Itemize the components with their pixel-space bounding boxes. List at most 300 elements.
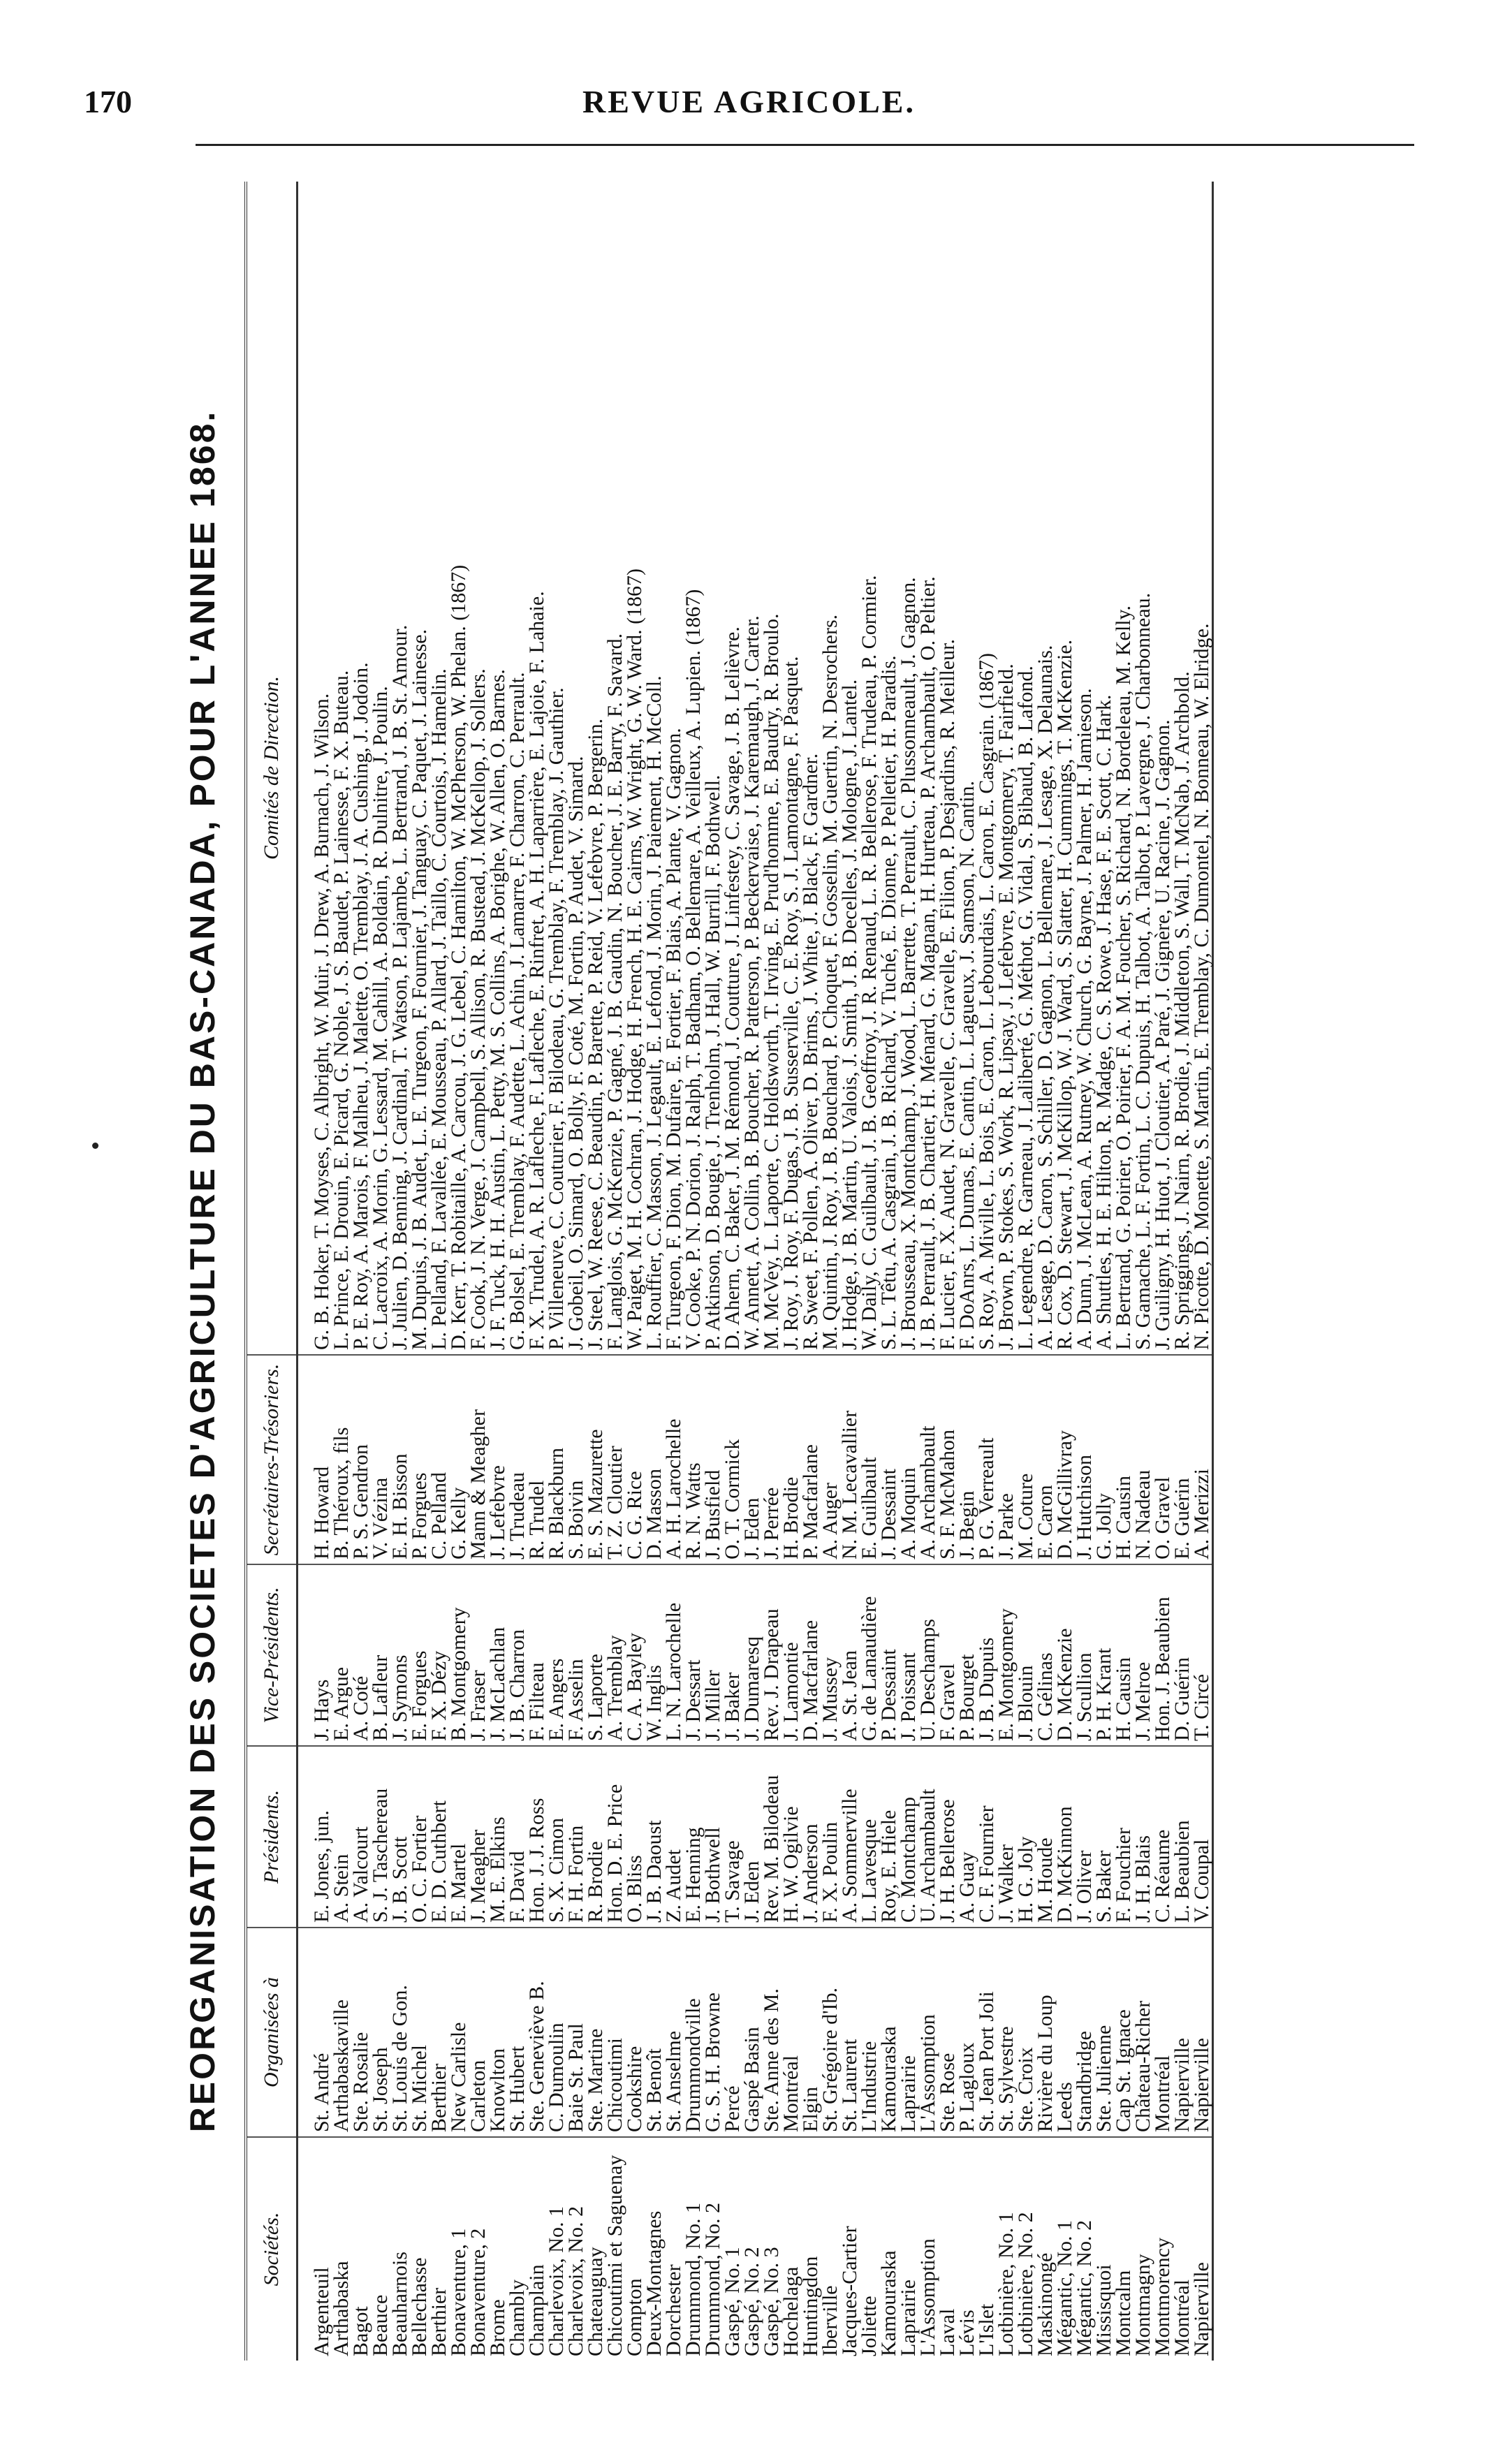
societies-table <box>244 182 1214 2361</box>
cell-vice-president: C. A. Bayley <box>625 1564 645 1746</box>
cell-secretaire: R. N. Watts <box>684 1355 703 1564</box>
table-row <box>801 182 821 2361</box>
cell-president: U. Archambault <box>918 1746 938 1928</box>
cell-president: J. Bothwell <box>703 1746 723 1928</box>
cell-secretaire: P. Forgues <box>410 1355 430 1564</box>
cell-vice-president: J. B. Charron <box>508 1564 527 1746</box>
cell-vice-president: A. Tremblay <box>605 1564 625 1746</box>
cell-president: A. Guay <box>957 1746 977 1928</box>
cell-secretaire: N. Nadeau <box>1133 1355 1153 1564</box>
cell-president: L. Lavesque <box>860 1746 879 1928</box>
cell-organisee: Montréal <box>1153 1928 1173 2137</box>
cell-comite: F. X. Trudel, A. R. Lafleche, F. Lafleche, E. Rinfret, A. H. Laparrière, E. Lajoie, F. Lahaie. <box>527 182 547 1355</box>
cell-president: L. Beaubien <box>1173 1746 1192 1928</box>
cell-vice-president: A. Coté <box>351 1564 371 1746</box>
cell-president: C. Montchamp <box>899 1746 918 1928</box>
cell-comite: W. Paiget, M. H. Cochran, J. Hodge, H. French, H. E. Cairns, W. Wright, G. W. Ward. (1867) <box>625 182 645 1355</box>
table-row <box>821 182 840 2361</box>
cell-societe: Lévis <box>955 2310 978 2356</box>
cell-organisee: Elgin <box>801 1928 821 2137</box>
cell-secretaire: J. Lefebvre <box>488 1355 508 1564</box>
cell-secretaire: E. Guilbault <box>860 1355 879 1564</box>
cell-vice-president: Rev. J. Drapeau <box>762 1564 781 1746</box>
cell-comite: R. Sweet, F. Pollen, A. Oliver, D. Brims, J. White, J. Black, F. Gardner. <box>801 182 821 1355</box>
cell-organisee: L'Assomption <box>918 1928 938 2137</box>
cell-organisee: Ste. Julienne <box>1094 1928 1114 2137</box>
cell-comite: W. Annett, A. Collin, B. Boucher, R. Patterson, P. Beckervaise, J. Karemaugh, J. Carter. <box>742 182 762 1355</box>
cell-vice-president: W. Inglis <box>645 1564 664 1746</box>
cell-secretaire: A. Auger <box>821 1355 840 1564</box>
table-row <box>351 182 371 2361</box>
cell-organisee: Rivière du Loup <box>1036 1928 1055 2137</box>
cell-organisee: Baie St. Paul <box>566 1928 586 2137</box>
cell-vice-president: J. McLachlan <box>488 1564 508 1746</box>
cell-vice-president: F. Gravel <box>938 1564 957 1746</box>
table-row <box>312 182 332 2361</box>
cell-vice-president: E. Angers <box>547 1564 566 1746</box>
table-row <box>371 182 390 2361</box>
table-row <box>449 182 469 2361</box>
cell-secretaire: T. Z. Cloutier <box>605 1355 625 1564</box>
cell-comite: D. Kerr, T. Robitaille, A. Carcou, J. G. Lebel, C. Hamilton, W. McPherson, W. Phelan. (1867) <box>449 182 469 1355</box>
cell-president: C. Réaume <box>1153 1746 1173 1928</box>
table-row <box>566 182 586 2361</box>
table-row <box>703 182 723 2361</box>
table-row <box>547 182 566 2361</box>
cell-comite: C. Lacroix, A. Morin, G. Lessard, M. Cahill, A. Boldain, R. Dulnitre, J. Poulin. <box>371 182 390 1355</box>
cell-comite: F. Lucier, F. X. Audet, N. Gravelle, C. Gravelle, E. Filion, P. Desjardins, R. Meilleur. <box>938 182 957 1355</box>
cell-vice-president: T. Circé <box>1192 1564 1213 1746</box>
cell-societe: Jacques-Cartier <box>838 2226 861 2356</box>
cell-comite: J. Brousseau, X. Montchamp, J. Wood, L. Barrette, T. Perrault, C. Plussonneault, J. Gagnon. <box>899 182 918 1355</box>
table-row <box>625 182 645 2361</box>
cell-organisee: Chicoutimi <box>605 1928 625 2137</box>
cell-societe: Maskinongé <box>1034 2252 1057 2356</box>
cell-president: M. E. Elkins <box>488 1746 508 1928</box>
table-body <box>298 182 1213 2361</box>
cell-comite: F. Turgeon, F. Dion, M. Dufaire, E. Fortier, F. Blais, A. Plante, V. Gagnon. <box>664 182 684 1355</box>
cell-societe: Compton <box>623 2278 646 2356</box>
rotated-table-panel <box>175 182 1390 2361</box>
table-row <box>762 182 781 2361</box>
cell-societe: Drummond, No. 2 <box>701 2203 724 2356</box>
cell-president: F. H. Fortin <box>566 1746 586 1928</box>
cell-vice-president: B. Lafleur <box>371 1564 390 1746</box>
cell-president: A. Valcourt <box>351 1746 371 1928</box>
cell-secretaire: P. Macfarlane <box>801 1355 821 1564</box>
cell-societe: Lotbinière, No. 1 <box>994 2212 1018 2356</box>
cell-organisee: Cap St. Ignace <box>1114 1928 1133 2137</box>
cell-societe: Argenteuil <box>310 2267 333 2356</box>
table-row <box>1192 182 1213 2361</box>
cell-organisee: Ste. Rosalie <box>351 1928 371 2137</box>
cell-societe: Bonaventure, 1 <box>447 2228 470 2356</box>
cell-comite: L. Legendre, R. Garneau, J. Laliberté, G. Méthot, G. Vidal, S. Bibaud, B. Lafond. <box>1016 182 1036 1355</box>
table-row <box>1036 182 1055 2361</box>
cell-societe: Bellechasse <box>408 2257 431 2356</box>
cell-societe: Laval <box>936 2308 959 2356</box>
cell-president: J. Eden <box>742 1746 762 1928</box>
cell-president: Z. Audet <box>664 1746 684 1928</box>
cell-societe: Huntingdon <box>799 2256 822 2356</box>
cell-comite: V. Cooke, P. N. Dorion, J. Ralph, T. Badham, O. Bellemare, A. Veilleux, A. Lupien. (1867) <box>684 182 703 1355</box>
cell-vice-president: S. Laporte <box>586 1564 605 1746</box>
cell-comite: S. Gamache, L. F. Fortin, L. C. Dupuis, H. Talbot, A. Talbot, P. Lavergne, J. Charbonneau. <box>1133 182 1153 1355</box>
header-presidents: Présidents. <box>246 1746 298 1928</box>
cell-vice-president: B. Montgomery <box>449 1564 469 1746</box>
cell-societe: Brome <box>486 2299 509 2356</box>
cell-vice-president: J. Fraser <box>469 1564 488 1746</box>
cell-vice-president: J. Melroe <box>1133 1564 1153 1746</box>
cell-societe: Mégantic, No. 1 <box>1053 2220 1076 2356</box>
cell-president: A. Sommerville <box>840 1746 860 1928</box>
cell-secretaire: D. McGillivray <box>1055 1355 1075 1564</box>
cell-vice-president: E. Argue <box>332 1564 351 1746</box>
cell-societe: Drummond, No. 1 <box>682 2203 705 2356</box>
cell-secretaire: D. Masson <box>645 1355 664 1564</box>
cell-vice-president: A. St. Jean <box>840 1564 860 1746</box>
cell-societe: Beauce <box>369 2294 392 2356</box>
cell-secretaire: J. Trudeau <box>508 1355 527 1564</box>
cell-organisee: Knowlton <box>488 1928 508 2137</box>
cell-vice-president: J. Blouin <box>1016 1564 1036 1746</box>
cell-societe: Missisquoi <box>1092 2264 1115 2356</box>
table-title: REORGANISATION DES SOCIETES D'AGRICULTURE DU BAS-CANADA, POUR L'ANNEE 1868. <box>183 409 222 2133</box>
table-row <box>957 182 977 2361</box>
cell-comite: P. Atkinson, D. Bougie, J. Trenholm, J. Hall, W. Burrill, F. Bothwell. <box>703 182 723 1355</box>
cell-president: J. Oliver <box>1075 1746 1094 1928</box>
cell-organisee: C. Dumoulin <box>547 1928 566 2137</box>
cell-secretaire: O. T. Cormick <box>723 1355 742 1564</box>
running-head <box>84 77 1414 126</box>
table-row <box>605 182 625 2361</box>
cell-societe: Beauharnois <box>388 2252 411 2356</box>
cell-president: S. X. Cimon <box>547 1746 566 1928</box>
cell-societe: Joliette <box>858 2296 881 2356</box>
cell-societe: Champlain <box>525 2264 548 2356</box>
table-row <box>664 182 684 2361</box>
cell-president: Hon. D. E. Price <box>605 1746 625 1928</box>
table-row <box>1055 182 1075 2361</box>
cell-organisee: Ste. Martine <box>586 1928 605 2137</box>
table-row <box>840 182 860 2361</box>
cell-societe: Montréal <box>1170 2280 1194 2356</box>
cell-secretaire: J. Perrée <box>762 1355 781 1564</box>
cell-president: Roy, E. Hiele <box>879 1746 899 1928</box>
cell-societe: Mégantic, No. 2 <box>1073 2220 1096 2356</box>
cell-president: H. W. Ogilvie <box>781 1746 801 1928</box>
header-vice-presidents: Vice-Présidents. <box>246 1564 298 1746</box>
table-row <box>469 182 488 2361</box>
cell-secretaire: J. Busfield <box>703 1355 723 1564</box>
cell-societe: Hochelaga <box>779 2266 802 2356</box>
cell-organisee: Berthier <box>430 1928 449 2137</box>
table-row <box>508 182 527 2361</box>
cell-societe: Kamouraska <box>877 2250 900 2356</box>
cell-comite: D. Ahern, C. Baker, J. M. Rémond, J. Coutture, J. Linfestey, C. Savage, J. B. Lelièvre. <box>723 182 742 1355</box>
cell-comite: W. Daily, C. Guilbault, J. B. Geoffroy, J. R. Renaud, L. R. Bellerose, F. Trudeau, P. Cormier. <box>860 182 879 1355</box>
cell-president: O. C. Fortier <box>410 1746 430 1928</box>
table-row <box>781 182 801 2361</box>
cell-organisee: Drummondville <box>684 1928 703 2137</box>
cell-comite: F. Cook, J. N. Verge, J. Campbell, S. Allison, R. Bustead, J. McKellop, J. Sollers. <box>469 182 488 1355</box>
cell-vice-president: J. Scullion <box>1075 1564 1094 1746</box>
cell-secretaire: C. G. Rice <box>625 1355 645 1564</box>
cell-societe: Chambly <box>506 2280 529 2356</box>
cell-secretaire: J. Eden <box>742 1355 762 1564</box>
cell-secretaire: J. Begin <box>957 1355 977 1564</box>
cell-vice-president: G. de Lanaudière <box>860 1564 879 1746</box>
cell-comite: A. Lesage, D. Caron, S. Schiller, D. Gagnon, L. Bellemare, J. Lesage, X. Delaunais. <box>1036 182 1055 1355</box>
cell-vice-president: J. Symons <box>390 1564 410 1746</box>
cell-president: T. Savage <box>723 1746 742 1928</box>
cell-president: J. H. Bellerose <box>938 1746 957 1928</box>
table-row <box>860 182 879 2361</box>
cell-vice-president: J. Hays <box>312 1564 332 1746</box>
table-row <box>918 182 938 2361</box>
cell-societe: Charlevoix, No. 1 <box>545 2206 568 2356</box>
cell-organisee: Ste. Rose <box>938 1928 957 2137</box>
cell-comite: J. B. Perrault, J. B. Chartier, H. Ménard, G. Magnan, H. Hurteau, P. Archambault, O. Peltier. <box>918 182 938 1355</box>
journal-title: REVUE AGRICOLE. <box>582 83 916 119</box>
cell-secretaire: A. Merizzi <box>1192 1355 1213 1564</box>
cell-comite: J. Hodge, J. B. Martin, U. Valois, J. Smith, J. B. Decelles, J. Mologne, J. Lantel. <box>840 182 860 1355</box>
cell-secretaire: P. S. Gendron <box>351 1355 371 1564</box>
cell-organisee: Château-Richer <box>1133 1928 1153 2137</box>
cell-vice-president: Hon. J. Beaubien <box>1153 1564 1173 1746</box>
cell-secretaire: A. H. Larochelle <box>664 1355 684 1564</box>
cell-organisee: Kamouraska <box>879 1928 899 2137</box>
cell-president: E. Martel <box>449 1746 469 1928</box>
cell-president: J. B. Daoust <box>645 1746 664 1928</box>
cell-president: Rev. M. Bilodeau <box>762 1746 781 1928</box>
table-row <box>430 182 449 2361</box>
cell-president: M. Houde <box>1036 1746 1055 1928</box>
cell-societe: Montmorency <box>1151 2238 1174 2356</box>
cell-vice-president: J. Dessart <box>684 1564 703 1746</box>
cell-vice-president: P. Bourget <box>957 1564 977 1746</box>
header-rule <box>196 144 1414 146</box>
cell-comite: A. Dunn, J. McLean, A. Rutney, W. Church, G. Bayne, J. Palmer, H. Jamieson. <box>1075 182 1094 1355</box>
header-comites: Comités de Direction. <box>246 182 298 1355</box>
cell-secretaire: A. Moquin <box>899 1355 918 1564</box>
cell-secretaire: B. Théroux, fils <box>332 1355 351 1564</box>
header-organisees: Organisées à <box>246 1928 298 2137</box>
cell-secretaire: J. Parke <box>997 1355 1016 1564</box>
cell-secretaire: J. Hutchison <box>1075 1355 1094 1564</box>
cell-comite: S. Roy, A. Miville, L. Bois, E. Caron, L. Lebourdais, L. Caron, E. Casgrain. (1867) <box>977 182 997 1355</box>
cell-comite: L. Pelland, F. Lavallée, E. Mousseau, P. Allard, J. Taillo, C. Courtois, J. Hamelin. <box>430 182 449 1355</box>
cell-organisee: St. Anselme <box>664 1928 684 2137</box>
cell-secretaire: Mann & Meagher <box>469 1355 488 1564</box>
cell-societe: Iberville <box>819 2285 842 2356</box>
cell-president: A. Stein <box>332 1746 351 1928</box>
cell-comite: P. E. Roy, A. Marois, F. Malheu, J. Malette, O. Tremblay, J. A. Cushing, J. Jodoin. <box>351 182 371 1355</box>
table-row <box>1075 182 1094 2361</box>
cell-secretaire: N. M. Lecavallier <box>840 1355 860 1564</box>
cell-president: J. B. Scott <box>390 1746 410 1928</box>
table-row <box>742 182 762 2361</box>
cell-comite: G. Bolsel, E. Tremblay, F. Audette, L. Achin, J. Lamarre, F. Charron, C. Perrault. <box>508 182 527 1355</box>
cell-comite: M. Dupuis, J. B. Audet, L. E. Turgeon, F. Fournier, J. Tanguay, C. Paquet, J. Lainesse. <box>410 182 430 1355</box>
cell-president: F. Fouchier <box>1114 1746 1133 1928</box>
cell-organisee: St. Hubert <box>508 1928 527 2137</box>
cell-organisee: St. Laurent <box>840 1928 860 2137</box>
cell-organisee: Standbridge <box>1075 1928 1094 2137</box>
table-row <box>1016 182 1036 2361</box>
table-row <box>997 182 1016 2361</box>
cell-societe: L'Islet <box>975 2303 998 2356</box>
cell-vice-president: J. Baker <box>723 1564 742 1746</box>
table-row <box>390 182 410 2361</box>
cell-organisee: Arthabaskaville <box>332 1928 351 2137</box>
cell-comite: F. Langlois, G. McKenzie, P. Gagné, J. B. Gaudin, N. Boucher, J. E. Barry, F. Savard. <box>605 182 625 1355</box>
table-header-row <box>246 182 298 2361</box>
cell-secretaire: P. G. Verreault <box>977 1355 997 1564</box>
cell-president: J. Walker <box>997 1746 1016 1928</box>
cell-vice-president: P. Dessaint <box>879 1564 899 1746</box>
cell-vice-president: L. N. Larochelle <box>664 1564 684 1746</box>
cell-secretaire: R. Trudel <box>527 1355 547 1564</box>
table-row <box>1114 182 1133 2361</box>
table-row <box>879 182 899 2361</box>
cell-comite: J. Roy, J. Roy, F. Dugas, J. B. Susserville, C. E. Roy, S. J. Lamontagne, F. Pasquet. <box>781 182 801 1355</box>
margin-dot <box>92 1143 98 1149</box>
cell-vice-president: C. Gélinas <box>1036 1564 1055 1746</box>
cell-organisee: St. Michel <box>410 1928 430 2137</box>
cell-secretaire: H. Causin <box>1114 1355 1133 1564</box>
cell-comite: R. Spriggings, J. Nairn, R. Brodie, J. Middleton, S. Wall, T. McNab, J. Archbold. <box>1173 182 1192 1355</box>
cell-president: E. Jones, jun. <box>312 1746 332 1928</box>
cell-secretaire: E. H. Bisson <box>390 1355 410 1564</box>
cell-organisee: P. Lagloux <box>957 1928 977 2137</box>
cell-organisee: St. Benoît <box>645 1928 664 2137</box>
cell-organisee: St. André <box>312 1928 332 2137</box>
cell-societe: Gaspé, No. 2 <box>740 2247 763 2356</box>
table-row <box>684 182 703 2361</box>
cell-societe: Deux-Montagnes <box>643 2210 666 2356</box>
cell-organisee: St. Louis de Gon. <box>390 1928 410 2137</box>
cell-vice-president: J. B. Dupuis <box>977 1564 997 1746</box>
cell-vice-president: U. Deschamps <box>918 1564 938 1746</box>
cell-president: E. D. Cuthbert <box>430 1746 449 1928</box>
cell-comite: P. Villeneuve, C. Couturier, F. Bilodeau, G. Tremblay, F. Tremblay, J. Gauthier. <box>547 182 566 1355</box>
table-row <box>645 182 664 2361</box>
cell-vice-president: P. H. Krant <box>1094 1564 1114 1746</box>
cell-societe: Lotbinière, No. 2 <box>1014 2212 1037 2356</box>
table-row <box>1153 182 1173 2361</box>
cell-vice-president: E. Forgues <box>410 1564 430 1746</box>
cell-vice-president: D. Macfarlane <box>801 1564 821 1746</box>
table-row <box>488 182 508 2361</box>
cell-organisee: Ste. Anne des M. <box>762 1928 781 2137</box>
cell-organisee: Gaspé Basin <box>742 1928 762 2137</box>
cell-comite: J. F. Tuck, H. H. Austin, L. Petty, M. S. Collins, A. Borighe, W. Allen, O. Barnes. <box>488 182 508 1355</box>
cell-organisee: Cookshire <box>625 1928 645 2137</box>
cell-vice-president: H. Causin <box>1114 1564 1133 1746</box>
cell-president: S. Baker <box>1094 1746 1114 1928</box>
cell-organisee: Napierville <box>1173 1928 1192 2137</box>
cell-societe: Montcalm <box>1112 2270 1135 2356</box>
table-row <box>723 182 742 2361</box>
cell-societe: Laprairie <box>897 2280 920 2356</box>
cell-secretaire: E. Caron <box>1036 1355 1055 1564</box>
cell-organisee: Montréal <box>781 1928 801 2137</box>
cell-president: C. F. Fournier <box>977 1746 997 1928</box>
cell-societe: Chicoutimi et Saguenay <box>603 2155 626 2356</box>
cell-comite: M. Quintin, J. Roy, J. B. Bouchard, P. Choquet, F. Gosselin, M. Guertin, N. Desrochers. <box>821 182 840 1355</box>
cell-president: O. Bliss <box>625 1746 645 1928</box>
table-row <box>899 182 918 2361</box>
cell-societe: Dorchester <box>662 2264 685 2356</box>
cell-president: F. X. Poulin <box>821 1746 840 1928</box>
cell-comite: R. Cox, D. Stewart, J. McKillop, W. J. Ward, S. Slatter, H. Cummings, T. McKenzie. <box>1055 182 1075 1355</box>
cell-societe: Gaspé, No. 1 <box>721 2247 744 2356</box>
cell-organisee: St. Jean Port Joli <box>977 1928 997 2137</box>
cell-secretaire: C. Pelland <box>430 1355 449 1564</box>
cell-comite: A. Shuttles, H. E. Hilton, R. Madge, C. S. Rowe, J. Hase, F. E. Scott, C. Hark. <box>1094 182 1114 1355</box>
cell-societe: Bagot <box>349 2306 372 2356</box>
cell-organisee: Carleton <box>469 1928 488 2137</box>
cell-secretaire: E. Guérin <box>1173 1355 1192 1564</box>
cell-organisee: Ste. Geneviève B. <box>527 1928 547 2137</box>
cell-president: D. McKinnon <box>1055 1746 1075 1928</box>
cell-societe: Gaspé, No. 3 <box>760 2247 783 2356</box>
cell-secretaire: E. S. Mazurette <box>586 1355 605 1564</box>
cell-comite: J. Guiligny, H. Huot, J. Cloutier, A. Paré, J. Gignère, U. Racine, J. Gagnon. <box>1153 182 1173 1355</box>
cell-secretaire: G. Jolly <box>1094 1355 1114 1564</box>
cell-comite: L. Bertrand, G. Poirier, O. Poirier, F. A. M. Foucher, S. Richard, N. Bordeleau, M. Kelly. <box>1114 182 1133 1355</box>
cell-comite: M. McVey, L. Laporte, C. Holdsworth, T. Irving, E. Prud'homme, E. Baudry, R. Broulo. <box>762 182 781 1355</box>
cell-comite: N. Picotte, D. Monette, S. Martin, E. Tremblay, C. Dumontel, N. Bonneau, W. Elridge. <box>1192 182 1213 1355</box>
cell-comite: F. DoAnrs, L. Dumas, E. Cantin, L. Lagueux, J. Samson, N. Cantin. <box>957 182 977 1355</box>
cell-organisee: Ste. Croix <box>1016 1928 1036 2137</box>
cell-vice-president: J. Poissant <box>899 1564 918 1746</box>
cell-organisee: Leeds <box>1055 1928 1075 2137</box>
cell-secretaire: S. F. McMahon <box>938 1355 957 1564</box>
cell-organisee: Percé <box>723 1928 742 2137</box>
cell-comite: J. Steel, W. Reese, C. Beaudin, P. Barette, P. Reid, V. Lefebvre, P. Bergerin. <box>586 182 605 1355</box>
cell-vice-president: F. Asselin <box>566 1564 586 1746</box>
cell-secretaire: H. Howard <box>312 1355 332 1564</box>
cell-organisee: St. Sylvestre <box>997 1928 1016 2137</box>
cell-comite: L. Prince, E. Drouin, E. Picard, G. Noble, J. S. Baudet, P. Lainesse, F. X. Buteau. <box>332 182 351 1355</box>
cell-secretaire: J. Dessaint <box>879 1355 899 1564</box>
cell-comite: G. B. Hoker, T. Moyses, C. Albright, W. Muir, J. Drew, A. Burnach, J. Wilson. <box>312 182 332 1355</box>
cell-organisee: New Carlisle <box>449 1928 469 2137</box>
table-row <box>938 182 957 2361</box>
cell-comite: J. Gobeil, O. Simard, O. Bolly, F. Coté, M. Fortin, P. Audet, V. Simard. <box>566 182 586 1355</box>
cell-organisee: G. S. H. Browne <box>703 1928 723 2137</box>
table-row <box>1094 182 1114 2361</box>
cell-comite: J. Julien, D. Benning, J. Cardinal, T. Watson, P. Lajambe, L. Bertrand, J. B. St. Amour. <box>390 182 410 1355</box>
cell-societe: Charlevoix, No. 2 <box>564 2206 587 2356</box>
cell-vice-president: J. Dumaresq <box>742 1564 762 1746</box>
cell-societe: Arthabaska <box>330 2261 353 2356</box>
header-societes: Sociétés. <box>246 2137 298 2361</box>
header-secretaires: Secrétaires-Trésoriers. <box>246 1355 298 1564</box>
cell-societe: Napierville <box>1192 2137 1213 2361</box>
cell-organisee: St. Joseph <box>371 1928 390 2137</box>
table-row <box>410 182 430 2361</box>
cell-secretaire: G. Kelly <box>449 1355 469 1564</box>
cell-comite: L. Rouffier, C. Masson, J. Legault, E. Lefond, J. Morin, J. Paiement, H. McColl. <box>645 182 664 1355</box>
cell-president: Hon. J. J. Ross <box>527 1746 547 1928</box>
table-row <box>332 182 351 2361</box>
table-row <box>586 182 605 2361</box>
cell-president: J. H. Blais <box>1133 1746 1153 1928</box>
cell-organisee: L'Industrie <box>860 1928 879 2137</box>
